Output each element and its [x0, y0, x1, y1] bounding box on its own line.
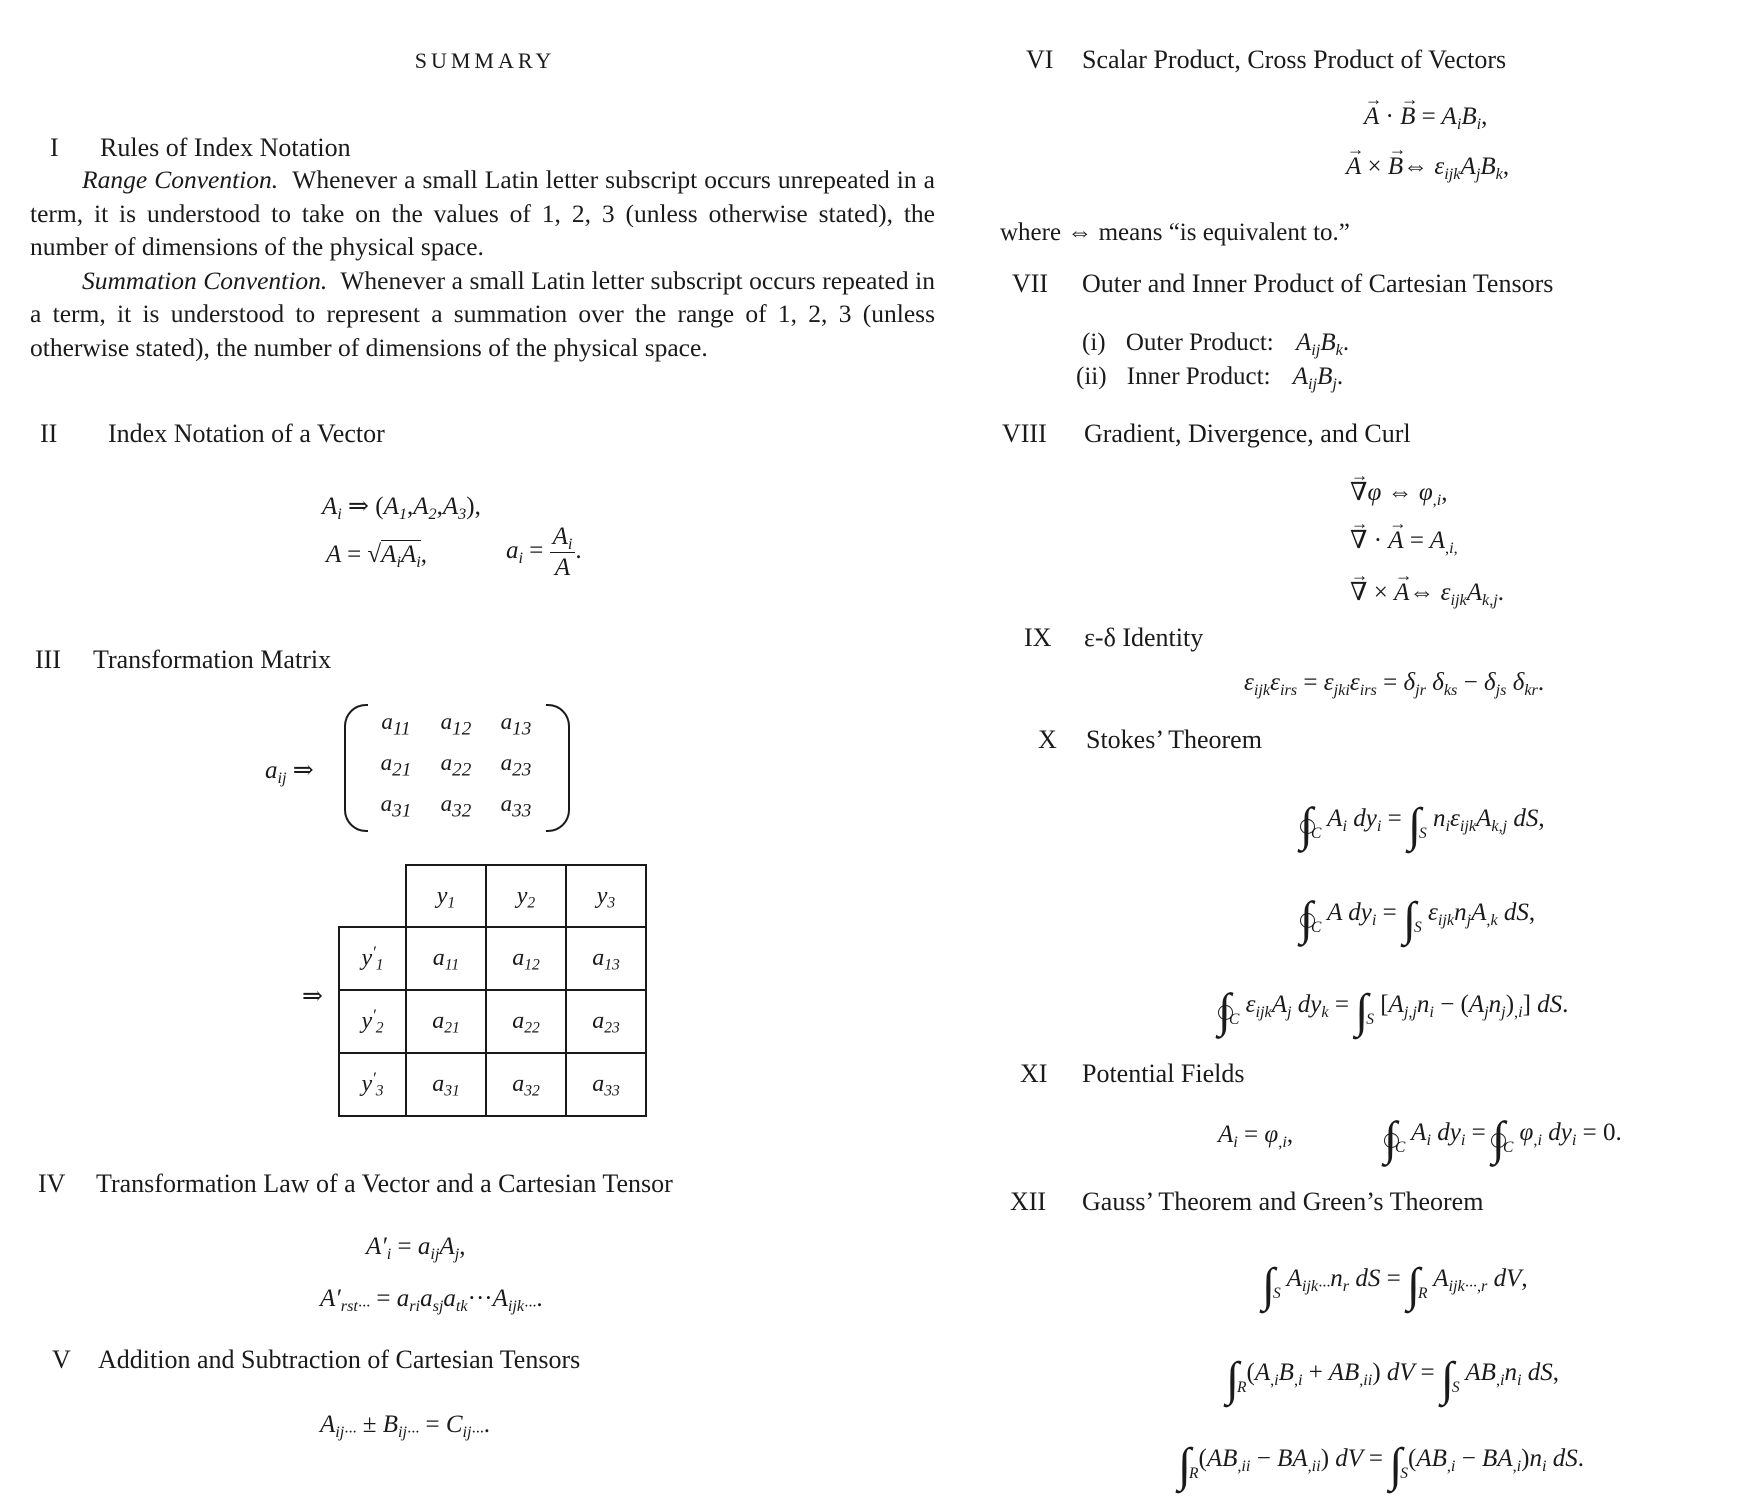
section-ii-heading [40, 418, 385, 449]
vector-components-equation: $A_i$ ⇒ $(A_1,A_2,A_3)$, [322, 493, 481, 523]
section-iii-heading [35, 644, 332, 675]
section-title: Transformation Matrix [93, 645, 332, 674]
section-number: XI [1020, 1059, 1048, 1088]
table-header-row [339, 865, 646, 927]
table-column-header: $y_3$ [566, 865, 646, 927]
matrix-entry: $a_{23}$ [500, 750, 532, 781]
right-column [1000, 0, 1730, 1512]
section-vi-heading [1026, 44, 1507, 75]
stokes-equation-2: $\int_C$ A $dy_i = \int_S$ $\varepsilon_{ijk}n_jA_{,k}$ dS, [1300, 893, 1536, 946]
table-row-header: $y'_3$ [339, 1053, 406, 1116]
aij-symbol: $a_{ij}$ ⇒ [265, 757, 314, 787]
table-cell: $a_{11}$ [406, 927, 486, 990]
vector-magnitude-equation: $A = √A_iA_i$, [326, 541, 427, 571]
section-iv-heading [38, 1168, 673, 1199]
epsilon-delta-identity: $\varepsilon_{ijk}\varepsilon_{irs} = \varepsilon_{jki}\varepsilon_{irs} = \delta_{jr}$ $\delta_{ks} - \delta_{js}$ $\delta_{kr}$. [1244, 669, 1545, 699]
section-xii-heading [1010, 1186, 1484, 1217]
section-viii-heading [1002, 418, 1411, 449]
matrix-entry: $a_{11}$ [381, 709, 411, 740]
implies-arrow: ⇒ [302, 983, 323, 1010]
section-title: Transformation Law of a Vector and a Cartesian Tensor [96, 1169, 673, 1198]
right-parenthesis [546, 704, 570, 832]
table-cell: $a_{32}$ [486, 1053, 566, 1116]
matrix-entry: $a_{21}$ [380, 750, 412, 781]
direction-cosine-equation: $a_i$ = $\frac{A_i}{A}$ . [506, 523, 582, 581]
inner-product-marker: (ii) [1076, 363, 1107, 390]
section-title: Addition and Subtraction of Cartesian Tensors [98, 1345, 581, 1374]
scalar-product-equation: → A · → $B = A_iB_i$, [1364, 102, 1487, 132]
cross-product-equation: → A × → B⇔ $\varepsilon_{ijk}A_jB_k$, [1346, 152, 1509, 182]
matrix-entry: $a_{31}$ [380, 791, 412, 822]
section-title: Stokes’ Theorem [1086, 725, 1262, 754]
section-title: Rules of Index Notation [100, 133, 351, 162]
matrix-row [366, 745, 546, 786]
inner-product-label: Inner Product: [1126, 363, 1271, 390]
left-column [30, 0, 940, 1512]
section-number: II [40, 419, 58, 448]
section-v-heading [52, 1344, 581, 1375]
matrix-entry: $a_{13}$ [500, 709, 532, 740]
left-parenthesis [344, 704, 368, 832]
section-title: Outer and Inner Product of Cartesian Tensors [1082, 269, 1554, 298]
inner-product-row [1076, 362, 1343, 392]
matrix-entry: $a_{22}$ [440, 750, 472, 781]
potential-field-equation: $A_i = \varphi_{,i}$, [1218, 1121, 1294, 1151]
section-xi-heading [1020, 1058, 1245, 1089]
inner-product-expression: $A_{ij}B_j$. [1292, 363, 1344, 393]
stokes-equation-3: $\int_C$ $\varepsilon_{ijk}A_j$ $dy_k = \int_S$ $[A_{j,j}n_i - (A_jn_j)_{,i}]$ dS. [1218, 985, 1569, 1038]
table-cell: $a_{12}$ [486, 927, 566, 990]
outer-product-label: Outer Product: [1125, 329, 1274, 356]
section-title: Gauss’ Theorem and Green’s Theorem [1082, 1187, 1484, 1216]
table-row-header: $y'_2$ [339, 990, 406, 1053]
table-column-header: $y_1$ [406, 865, 486, 927]
section-number: IV [38, 1169, 66, 1198]
outer-product-row [1082, 328, 1349, 358]
matrix-entry: $a_{12}$ [440, 709, 472, 740]
section-vii-heading [1012, 268, 1554, 299]
outer-product-marker: (i) [1082, 329, 1106, 356]
section-number: VIII [1002, 419, 1047, 448]
section-number: X [1038, 725, 1057, 754]
summation-convention [30, 264, 935, 365]
section-number: VI [1026, 45, 1054, 74]
section-number: IX [1024, 623, 1052, 652]
section-ix-heading [1024, 622, 1204, 653]
matrix-entry: $a_{32}$ [440, 791, 472, 822]
section-title: Gradient, Divergence, and Curl [1084, 419, 1411, 448]
section-title: Scalar Product, Cross Product of Vectors [1082, 45, 1507, 74]
tensor-addition-equation: $A_{ij\cdot\cdot\cdot} \pm B_{ij\cdot\cdot\cdot} = C_{ij\cdot\cdot\cdot}$. [320, 1411, 490, 1441]
green-theorem-equation-1: $\int_R(A_{,i}B_{,i} + AB_{,ii})$ dV = $\int_S$ $AB_{,i}n_i$ dS, [1226, 1353, 1560, 1406]
table-row-header: $y'_1$ [339, 927, 406, 990]
outer-product-expression: $A_{ij}B_k$. [1296, 329, 1350, 359]
equivalence-note: where ⇔ means “is equivalent to.” [1000, 219, 1350, 246]
table-cell: $a_{22}$ [486, 990, 566, 1053]
tensor-transformation-law: $A'_{rst\cdot\cdot\cdot} = a_{ri}a_{sj}a_{tk}\cdot\cdot\cdot A_{ijk\cdot\cdot\cdot}$. [320, 1285, 543, 1315]
section-i-text [30, 163, 935, 364]
table-cell: $a_{31}$ [406, 1053, 486, 1116]
section-title: Index Notation of a Vector [108, 419, 385, 448]
section-title: Potential Fields [1082, 1059, 1245, 1088]
section-i-heading [50, 132, 351, 163]
section-number: I [50, 133, 59, 162]
closed-line-integral-equation: $\int_C$ $A_i$ $dy_i = \int_C$ $\varphi_{,i}$ $dy_i = 0$. [1384, 1113, 1622, 1166]
divergence-equation: → ∇ · → $A = A_{,i,}$ [1350, 526, 1458, 556]
matrix-entries [366, 704, 546, 827]
direction-cosine-table [338, 864, 647, 1117]
section-number: XII [1010, 1187, 1047, 1216]
table-cell: $a_{33}$ [566, 1053, 646, 1116]
matrix-row [366, 786, 546, 827]
table-row [339, 927, 646, 990]
curl-equation: → ∇ × → A⇔ $\varepsilon_{ijk}A_{k,j}$. [1350, 578, 1504, 608]
matrix-row [366, 704, 546, 745]
section-title: ε-δ Identity [1084, 623, 1204, 652]
section-number: VII [1012, 269, 1049, 298]
transformation-matrix [344, 704, 570, 828]
matrix-entry: $a_{33}$ [500, 791, 532, 822]
table-cell: $a_{21}$ [406, 990, 486, 1053]
section-number: V [52, 1345, 71, 1374]
table-cell: $a_{13}$ [566, 927, 646, 990]
gradient-equation: → ∇φ ⇔ $\varphi_{,i}$, [1350, 478, 1447, 508]
green-theorem-equation-2: $\int_R(AB_{,ii} - BA_{,ii})$ dV = $\int_S(AB_{,i} - BA_{,i})n_i$ dS. [1178, 1439, 1585, 1492]
table-corner [339, 865, 406, 927]
table-cell: $a_{23}$ [566, 990, 646, 1053]
table-column-header: $y_2$ [486, 865, 566, 927]
summation-convention-lead: Summation Convention. [82, 265, 328, 295]
gauss-theorem-equation: $\int_S$ $A_{ijk\cdot\cdot\cdot}n_r$ dS = $\int_R$ $A_{ijk\cdot\cdot\cdot,r}$ dV, [1262, 1259, 1528, 1312]
summation-convention-body: Whenever a small Latin letter subscript occurs repeated in a term, it is understood to represent a summation over the range of 1, 2, 3 (unless otherwise stated), the number of dimensions of the physical space. [30, 265, 935, 362]
table-row [339, 1053, 646, 1116]
range-convention-lead: Range Convention. [82, 165, 279, 194]
table-row [339, 990, 646, 1053]
section-x-heading [1038, 724, 1262, 755]
range-convention [30, 163, 935, 264]
stokes-equation-1: $\int_C$ $A_i$ $dy_i = \int_S$ $n_i\varepsilon_{ijk}A_{k,j}$ dS, [1300, 799, 1545, 852]
range-convention-body: Whenever a small Latin letter subscript occurs unrepeated in a term, it is understood to take on the values of 1, 2, 3 (unless otherwise stated), the number of dimensions of the physical space. [30, 165, 935, 261]
section-number: III [35, 645, 61, 674]
summary-title: SUMMARY [414, 48, 556, 73]
vector-transformation-law: $A'_i = a_{ij}A_j$, [366, 1233, 466, 1263]
